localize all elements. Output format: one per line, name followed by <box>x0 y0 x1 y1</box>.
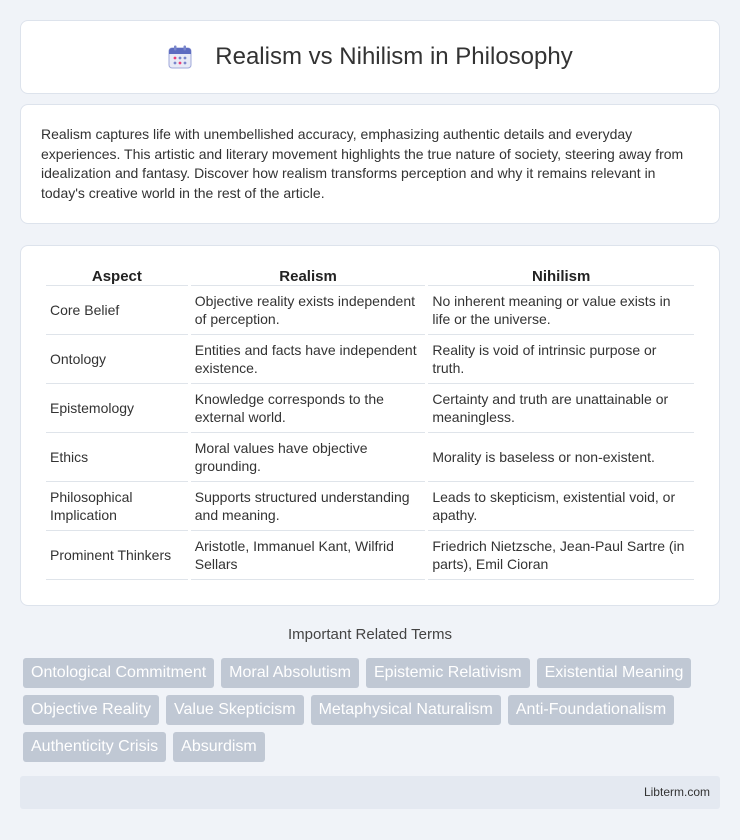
term-tag[interactable]: Moral Absolutism <box>221 658 359 688</box>
cell-nihilism: Friedrich Nietzsche, Jean-Paul Sartre (in parts), Emil Cioran <box>428 531 694 580</box>
cell-realism: Objective reality exists independent of perception. <box>191 286 426 335</box>
intro-card <box>20 104 720 224</box>
table-row <box>46 433 694 482</box>
term-tag[interactable]: Metaphysical Naturalism <box>311 695 501 725</box>
header-nihilism: Nihilism <box>428 266 694 286</box>
comparison-table-card <box>20 245 720 606</box>
cell-aspect: Epistemology <box>46 384 188 433</box>
table-row <box>46 482 694 531</box>
cell-aspect: Core Belief <box>46 286 188 335</box>
term-tag[interactable]: Objective Reality <box>23 695 159 725</box>
cell-nihilism: No inherent meaning or value exists in life or the universe. <box>428 286 694 335</box>
table-row <box>46 384 694 433</box>
calendar-icon <box>167 44 193 70</box>
title-card <box>20 20 720 94</box>
related-terms-heading: Important Related Terms <box>288 626 452 643</box>
term-tag[interactable]: Ontological Commitment <box>23 658 214 688</box>
comparison-table <box>43 266 697 580</box>
cell-realism: Supports structured understanding and meaning. <box>191 482 426 531</box>
term-tag[interactable]: Anti-Foundationalism <box>508 695 674 725</box>
cell-nihilism: Certainty and truth are unattainable or meaningless. <box>428 384 694 433</box>
page-title: Realism vs Nihilism in Philosophy <box>215 43 573 70</box>
term-tag[interactable]: Absurdism <box>173 732 265 762</box>
cell-realism: Knowledge corresponds to the external world. <box>191 384 426 433</box>
cell-realism: Entities and facts have independent existence. <box>191 335 426 384</box>
intro-paragraph: Realism captures life with unembellished accuracy, emphasizing authentic details and everyday experiences. This artistic and literary movement highlights the true nature of society, steering away from idealization and fantasy. Discover how realism transforms perception and why it remains relevant in today's creative world in the rest of the article. <box>41 126 684 201</box>
term-tag[interactable]: Value Skepticism <box>166 695 304 725</box>
table-row <box>46 531 694 580</box>
cell-realism: Aristotle, Immanuel Kant, Wilfrid Sellars <box>191 531 426 580</box>
cell-aspect: Philosophical Implication <box>46 482 188 531</box>
cell-nihilism: Leads to skepticism, existential void, or apathy. <box>428 482 694 531</box>
table-row <box>46 335 694 384</box>
table-row <box>46 286 694 335</box>
table-header-row <box>46 266 694 286</box>
cell-aspect: Ontology <box>46 335 188 384</box>
header-realism: Realism <box>191 266 426 286</box>
header-aspect: Aspect <box>46 266 188 286</box>
related-terms-list <box>23 658 723 769</box>
term-tag[interactable]: Authenticity Crisis <box>23 732 166 762</box>
term-tag[interactable]: Epistemic Relativism <box>366 658 530 688</box>
cell-realism: Moral values have objective grounding. <box>191 433 426 482</box>
cell-aspect: Ethics <box>46 433 188 482</box>
cell-nihilism: Morality is baseless or non-existent. <box>428 433 694 482</box>
footer-site-link[interactable]: Libterm.com <box>643 785 710 799</box>
term-tag[interactable]: Existential Meaning <box>537 658 692 688</box>
cell-nihilism: Reality is void of intrinsic purpose or truth. <box>428 335 694 384</box>
cell-aspect: Prominent Thinkers <box>46 531 188 580</box>
footer <box>20 776 720 809</box>
